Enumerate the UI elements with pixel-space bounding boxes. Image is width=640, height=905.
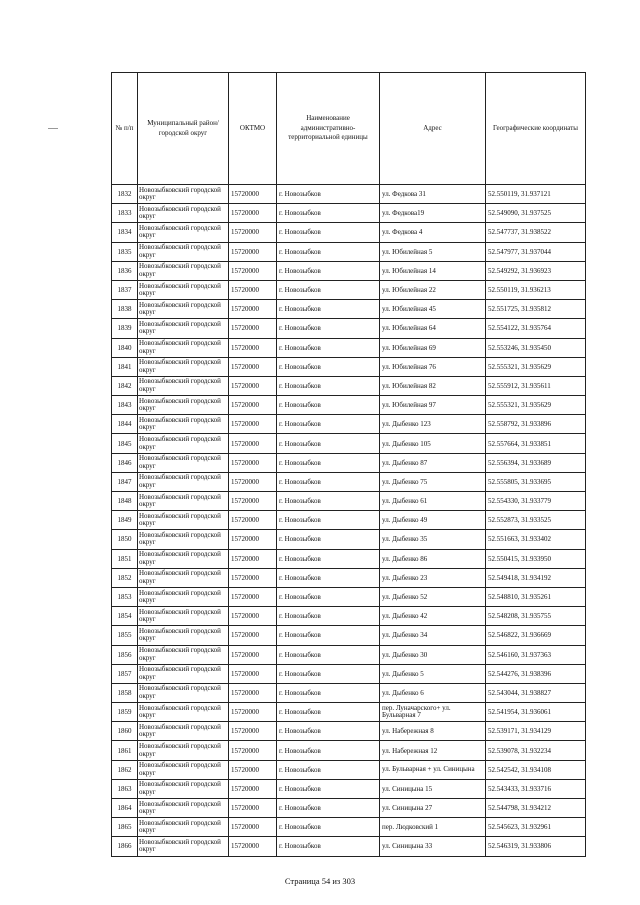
cell-municipality: Новозыбковский городской округ	[138, 587, 229, 606]
table-row	[112, 319, 586, 338]
table-row	[112, 242, 586, 261]
cell-unit: г. Новозыбков	[277, 300, 380, 319]
cell-municipality: Новозыбковский городской округ	[138, 357, 229, 376]
cell-municipality: Новозыбковский городской округ	[138, 185, 229, 204]
cell-num: 1847	[112, 472, 138, 491]
cell-municipality: Новозыбковский городской округ	[138, 568, 229, 587]
cell-oktmo: 15720000	[229, 799, 277, 818]
cell-oktmo: 15720000	[229, 587, 277, 606]
cell-oktmo: 15720000	[229, 453, 277, 472]
cell-address: ул. Юбилейная 69	[380, 338, 486, 357]
cell-num: 1850	[112, 530, 138, 549]
cell-unit: г. Новозыбков	[277, 607, 380, 626]
cell-municipality: Новозыбковский городской округ	[138, 760, 229, 779]
cell-num: 1840	[112, 338, 138, 357]
table-row	[112, 204, 586, 223]
cell-coords: 52.558792, 31.933896	[486, 415, 586, 434]
cell-num: 1863	[112, 779, 138, 798]
cell-unit: г. Новозыбков	[277, 664, 380, 683]
cell-unit: г. Новозыбков	[277, 357, 380, 376]
cell-coords: 52.546160, 31.937363	[486, 645, 586, 664]
cell-address: ул. Федкова 4	[380, 223, 486, 242]
cell-coords: 52.554122, 31.935764	[486, 319, 586, 338]
cell-num: 1839	[112, 319, 138, 338]
header-unit: Наименование административно-территориальной единицы	[277, 73, 380, 185]
cell-municipality: Новозыбковский городской округ	[138, 511, 229, 530]
table-row	[112, 280, 586, 299]
cell-municipality: Новозыбковский городской округ	[138, 300, 229, 319]
cell-unit: г. Новозыбков	[277, 434, 380, 453]
cell-oktmo: 15720000	[229, 415, 277, 434]
cell-oktmo: 15720000	[229, 357, 277, 376]
cell-oktmo: 15720000	[229, 300, 277, 319]
table-row	[112, 223, 586, 242]
cell-coords: 52.545623, 31.932961	[486, 818, 586, 837]
cell-oktmo: 15720000	[229, 645, 277, 664]
cell-municipality: Новозыбковский городской округ	[138, 799, 229, 818]
cell-address: ул. Юбилейная 22	[380, 280, 486, 299]
cell-address: ул. Бульварная + ул. Синицына	[380, 760, 486, 779]
cell-oktmo: 15720000	[229, 261, 277, 280]
cell-num: 1845	[112, 434, 138, 453]
cell-municipality: Новозыбковский городской округ	[138, 607, 229, 626]
table-row	[112, 434, 586, 453]
cell-address: ул. Набережная 8	[380, 722, 486, 741]
cell-unit: г. Новозыбков	[277, 779, 380, 798]
cell-unit: г. Новозыбков	[277, 396, 380, 415]
cell-coords: 52.547737, 31.938522	[486, 223, 586, 242]
cell-coords: 52.555805, 31.933695	[486, 472, 586, 491]
cell-unit: г. Новозыбков	[277, 683, 380, 702]
cell-municipality: Новозыбковский городской округ	[138, 261, 229, 280]
cell-num: 1865	[112, 818, 138, 837]
cell-unit: г. Новозыбков	[277, 703, 380, 722]
cell-num: 1836	[112, 261, 138, 280]
cell-coords: 52.547977, 31.937044	[486, 242, 586, 261]
cell-num: 1858	[112, 683, 138, 702]
cell-coords: 52.556394, 31.933689	[486, 453, 586, 472]
cell-oktmo: 15720000	[229, 223, 277, 242]
cell-oktmo: 15720000	[229, 185, 277, 204]
cell-address: ул. Синицына 27	[380, 799, 486, 818]
cell-municipality: Новозыбковский городской округ	[138, 779, 229, 798]
cell-coords: 52.549090, 31.937525	[486, 204, 586, 223]
cell-address: ул. Юбилейная 5	[380, 242, 486, 261]
cell-municipality: Новозыбковский городской округ	[138, 703, 229, 722]
cell-num: 1855	[112, 626, 138, 645]
cell-address: ул. Дыбенко 105	[380, 434, 486, 453]
cell-coords: 52.553246, 31.935450	[486, 338, 586, 357]
cell-address: пер. Людковский 1	[380, 818, 486, 837]
cell-unit: г. Новозыбков	[277, 492, 380, 511]
cell-oktmo: 15720000	[229, 818, 277, 837]
cell-address: ул. Дыбенко 49	[380, 511, 486, 530]
cell-municipality: Новозыбковский городской округ	[138, 319, 229, 338]
cell-coords: 52.557664, 31.933851	[486, 434, 586, 453]
cell-unit: г. Новозыбков	[277, 818, 380, 837]
cell-oktmo: 15720000	[229, 511, 277, 530]
cell-num: 1841	[112, 357, 138, 376]
cell-address: ул. Дыбенко 5	[380, 664, 486, 683]
cell-address: ул. Набережная 12	[380, 741, 486, 760]
cell-municipality: Новозыбковский городской округ	[138, 434, 229, 453]
table-row	[112, 664, 586, 683]
cell-num: 1833	[112, 204, 138, 223]
cell-coords: 52.555321, 31.935629	[486, 357, 586, 376]
cell-num: 1866	[112, 837, 138, 856]
cell-address: ул. Федкова 31	[380, 185, 486, 204]
addresses-table	[111, 72, 586, 857]
cell-unit: г. Новозыбков	[277, 511, 380, 530]
cell-num: 1848	[112, 492, 138, 511]
cell-num: 1859	[112, 703, 138, 722]
cell-oktmo: 15720000	[229, 607, 277, 626]
cell-address: ул. Юбилейная 64	[380, 319, 486, 338]
cell-address: ул. Дыбенко 123	[380, 415, 486, 434]
cell-num: 1852	[112, 568, 138, 587]
table-row	[112, 626, 586, 645]
cell-coords: 52.546822, 31.936669	[486, 626, 586, 645]
cell-oktmo: 15720000	[229, 760, 277, 779]
cell-oktmo: 15720000	[229, 626, 277, 645]
cell-coords: 52.544276, 31.938396	[486, 664, 586, 683]
header-num: № п/п	[112, 73, 138, 185]
table-row	[112, 492, 586, 511]
table-row	[112, 415, 586, 434]
cell-address: ул. Юбилейная 14	[380, 261, 486, 280]
cell-oktmo: 15720000	[229, 741, 277, 760]
cell-num: 1843	[112, 396, 138, 415]
cell-coords: 52.548810, 31.935261	[486, 587, 586, 606]
table-row	[112, 453, 586, 472]
cell-address: пер. Луначарского+ ул. Бульварная 7	[380, 703, 486, 722]
table-row	[112, 396, 586, 415]
cell-coords: 52.555912, 31.935611	[486, 376, 586, 395]
cell-num: 1856	[112, 645, 138, 664]
cell-num: 1851	[112, 549, 138, 568]
header-oktmo: ОКТМО	[229, 73, 277, 185]
cell-municipality: Новозыбковский городской округ	[138, 204, 229, 223]
cell-coords: 52.543044, 31.938827	[486, 683, 586, 702]
cell-address: ул. Дыбенко 6	[380, 683, 486, 702]
table-row	[112, 703, 586, 722]
table-row	[112, 837, 586, 856]
cell-num: 1837	[112, 280, 138, 299]
cell-unit: г. Новозыбков	[277, 587, 380, 606]
cell-oktmo: 15720000	[229, 568, 277, 587]
cell-unit: г. Новозыбков	[277, 837, 380, 856]
cell-oktmo: 15720000	[229, 434, 277, 453]
cell-coords: 52.548208, 31.935755	[486, 607, 586, 626]
table-row	[112, 511, 586, 530]
cell-municipality: Новозыбковский городской округ	[138, 376, 229, 395]
cell-municipality: Новозыбковский городской округ	[138, 223, 229, 242]
cell-coords: 52.542542, 31.934108	[486, 760, 586, 779]
cell-coords: 52.554330, 31.933779	[486, 492, 586, 511]
table-row	[112, 357, 586, 376]
cell-coords: 52.544798, 31.934212	[486, 799, 586, 818]
cell-address: ул. Дыбенко 30	[380, 645, 486, 664]
cell-unit: г. Новозыбков	[277, 319, 380, 338]
cell-num: 1860	[112, 722, 138, 741]
cell-unit: г. Новозыбков	[277, 722, 380, 741]
table-row	[112, 799, 586, 818]
cell-coords: 52.539078, 31.932234	[486, 741, 586, 760]
cell-municipality: Новозыбковский городской округ	[138, 626, 229, 645]
table-row	[112, 472, 586, 491]
cell-municipality: Новозыбковский городской округ	[138, 492, 229, 511]
table-row	[112, 779, 586, 798]
cell-address: ул. Дыбенко 34	[380, 626, 486, 645]
cell-municipality: Новозыбковский городской округ	[138, 415, 229, 434]
cell-coords: 52.550415, 31.933950	[486, 549, 586, 568]
cell-unit: г. Новозыбков	[277, 741, 380, 760]
cell-coords: 52.555321, 31.935629	[486, 396, 586, 415]
cell-municipality: Новозыбковский городской округ	[138, 242, 229, 261]
table-row	[112, 568, 586, 587]
cell-coords: 52.543433, 31.933716	[486, 779, 586, 798]
cell-unit: г. Новозыбков	[277, 242, 380, 261]
cell-unit: г. Новозыбков	[277, 223, 380, 242]
cell-address: ул. Федкова19	[380, 204, 486, 223]
cell-unit: г. Новозыбков	[277, 626, 380, 645]
cell-unit: г. Новозыбков	[277, 645, 380, 664]
table-row	[112, 722, 586, 741]
cell-unit: г. Новозыбков	[277, 185, 380, 204]
cell-num: 1857	[112, 664, 138, 683]
cell-coords: 52.552873, 31.933525	[486, 511, 586, 530]
cell-oktmo: 15720000	[229, 376, 277, 395]
cell-unit: г. Новозыбков	[277, 760, 380, 779]
cell-municipality: Новозыбковский городской округ	[138, 530, 229, 549]
cell-unit: г. Новозыбков	[277, 376, 380, 395]
cell-oktmo: 15720000	[229, 549, 277, 568]
cell-oktmo: 15720000	[229, 242, 277, 261]
cell-address: ул. Дыбенко 86	[380, 549, 486, 568]
cell-oktmo: 15720000	[229, 472, 277, 491]
cell-num: 1835	[112, 242, 138, 261]
cell-municipality: Новозыбковский городской округ	[138, 645, 229, 664]
table-row	[112, 587, 586, 606]
table-row	[112, 741, 586, 760]
table-row	[112, 607, 586, 626]
cell-address: ул. Юбилейная 97	[380, 396, 486, 415]
cell-address: ул. Синицына 33	[380, 837, 486, 856]
cell-oktmo: 15720000	[229, 396, 277, 415]
cell-num: 1842	[112, 376, 138, 395]
cell-coords: 52.551725, 31.935812	[486, 300, 586, 319]
table-row	[112, 338, 586, 357]
cell-address: ул. Дыбенко 23	[380, 568, 486, 587]
cell-oktmo: 15720000	[229, 837, 277, 856]
table-row	[112, 376, 586, 395]
cell-coords: 52.551663, 31.933402	[486, 530, 586, 549]
cell-coords: 52.546319, 31.933806	[486, 837, 586, 856]
cell-oktmo: 15720000	[229, 703, 277, 722]
cell-oktmo: 15720000	[229, 530, 277, 549]
cell-coords: 52.550119, 31.937121	[486, 185, 586, 204]
cell-unit: г. Новозыбков	[277, 568, 380, 587]
cell-oktmo: 15720000	[229, 664, 277, 683]
cell-oktmo: 15720000	[229, 683, 277, 702]
table-row	[112, 185, 586, 204]
margin-mark	[48, 128, 58, 129]
cell-municipality: Новозыбковский городской округ	[138, 453, 229, 472]
table-row	[112, 549, 586, 568]
cell-num: 1832	[112, 185, 138, 204]
cell-address: ул. Синицына 15	[380, 779, 486, 798]
cell-num: 1834	[112, 223, 138, 242]
cell-address: ул. Дыбенко 35	[380, 530, 486, 549]
cell-num: 1853	[112, 587, 138, 606]
cell-coords: 52.539171, 31.934129	[486, 722, 586, 741]
cell-address: ул. Дыбенко 52	[380, 587, 486, 606]
table-row	[112, 530, 586, 549]
cell-num: 1861	[112, 741, 138, 760]
cell-unit: г. Новозыбков	[277, 261, 380, 280]
cell-oktmo: 15720000	[229, 722, 277, 741]
cell-municipality: Новозыбковский городской округ	[138, 722, 229, 741]
cell-oktmo: 15720000	[229, 319, 277, 338]
table-row	[112, 683, 586, 702]
cell-municipality: Новозыбковский городской округ	[138, 472, 229, 491]
cell-unit: г. Новозыбков	[277, 204, 380, 223]
cell-municipality: Новозыбковский городской округ	[138, 396, 229, 415]
cell-unit: г. Новозыбков	[277, 453, 380, 472]
cell-address: ул. Юбилейная 45	[380, 300, 486, 319]
cell-coords: 52.541954, 31.936061	[486, 703, 586, 722]
cell-oktmo: 15720000	[229, 779, 277, 798]
cell-municipality: Новозыбковский городской округ	[138, 338, 229, 357]
cell-num: 1862	[112, 760, 138, 779]
cell-oktmo: 15720000	[229, 492, 277, 511]
cell-num: 1838	[112, 300, 138, 319]
table-row	[112, 261, 586, 280]
cell-address: ул. Юбилейная 82	[380, 376, 486, 395]
table-row	[112, 645, 586, 664]
cell-municipality: Новозыбковский городской округ	[138, 280, 229, 299]
cell-coords: 52.549292, 31.936923	[486, 261, 586, 280]
cell-num: 1854	[112, 607, 138, 626]
cell-unit: г. Новозыбков	[277, 472, 380, 491]
cell-unit: г. Новозыбков	[277, 549, 380, 568]
header-coords: Географические координаты	[486, 73, 586, 185]
table-row	[112, 300, 586, 319]
header-municipality: Муниципальный район/городской округ	[138, 73, 229, 185]
cell-municipality: Новозыбковский городской округ	[138, 549, 229, 568]
cell-unit: г. Новозыбков	[277, 415, 380, 434]
cell-municipality: Новозыбковский городской округ	[138, 664, 229, 683]
cell-unit: г. Новозыбков	[277, 280, 380, 299]
cell-address: ул. Дыбенко 42	[380, 607, 486, 626]
cell-oktmo: 15720000	[229, 204, 277, 223]
cell-oktmo: 15720000	[229, 338, 277, 357]
cell-num: 1844	[112, 415, 138, 434]
cell-municipality: Новозыбковский городской округ	[138, 837, 229, 856]
cell-address: ул. Юбилейная 76	[380, 357, 486, 376]
cell-oktmo: 15720000	[229, 280, 277, 299]
cell-coords: 52.549418, 31.934192	[486, 568, 586, 587]
cell-unit: г. Новозыбков	[277, 530, 380, 549]
cell-address: ул. Дыбенко 87	[380, 453, 486, 472]
table-row	[112, 818, 586, 837]
cell-address: ул. Дыбенко 75	[380, 472, 486, 491]
cell-municipality: Новозыбковский городской округ	[138, 741, 229, 760]
table-header-row	[112, 73, 586, 185]
cell-num: 1849	[112, 511, 138, 530]
cell-unit: г. Новозыбков	[277, 338, 380, 357]
header-address: Адрес	[380, 73, 486, 185]
cell-municipality: Новозыбковский городской округ	[138, 818, 229, 837]
cell-municipality: Новозыбковский городской округ	[138, 683, 229, 702]
cell-coords: 52.550119, 31.936213	[486, 280, 586, 299]
page-number: Страница 54 из 303	[284, 876, 356, 886]
cell-num: 1846	[112, 453, 138, 472]
cell-num: 1864	[112, 799, 138, 818]
table-row	[112, 760, 586, 779]
cell-unit: г. Новозыбков	[277, 799, 380, 818]
cell-address: ул. Дыбенко 61	[380, 492, 486, 511]
